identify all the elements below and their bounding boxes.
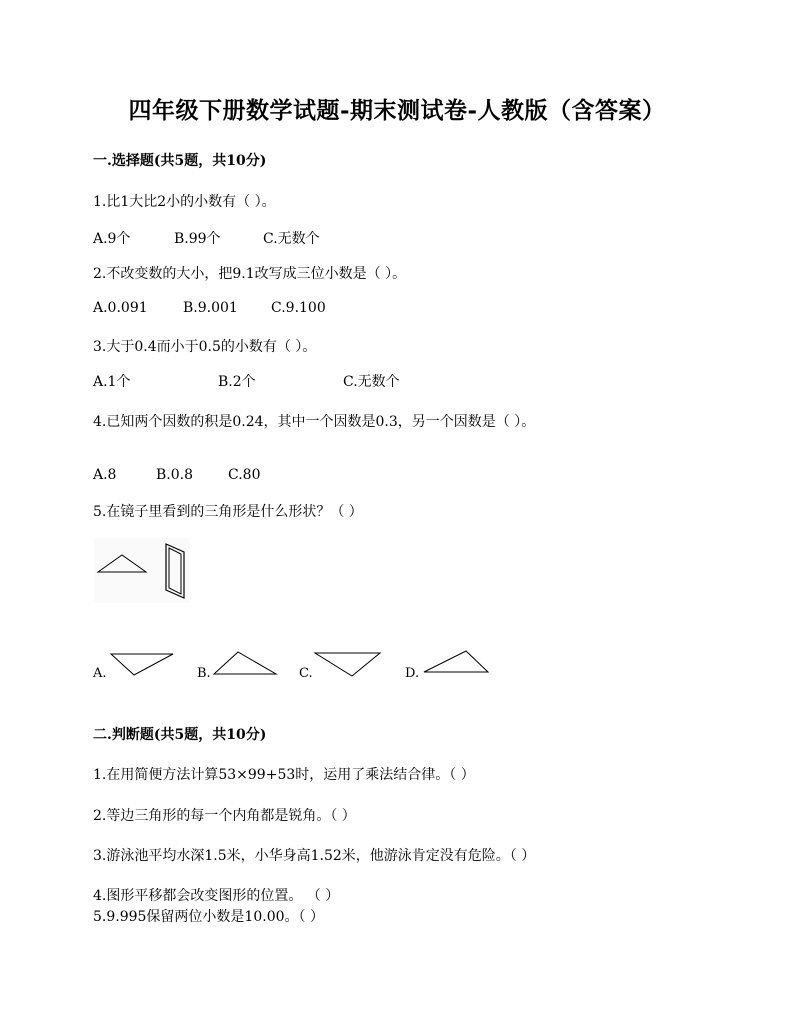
triangle-a-icon (108, 650, 178, 680)
section-heading-judgement: 二.判断题(共5题，共10分) (93, 727, 267, 743)
option-1-3-c: C.无数个 (343, 374, 400, 390)
option-1-3-a: A.1个 (93, 374, 131, 390)
option-1-1-a: A.9个 (93, 231, 131, 247)
option-1-4-a: A.8 (93, 467, 117, 483)
judgement-2: 2.等边三角形的每一个内角都是锐角。（ ） (93, 808, 356, 824)
triangle-and-mirror-icon (94, 538, 189, 603)
question-1-4: 4.已知两个因数的积是0.24，其中一个因数是0.3，另一个因数是（ ）。 (93, 414, 536, 430)
option-1-5-d: D. (405, 666, 420, 681)
option-1-5-b: B. (197, 666, 211, 681)
question-1-1: 1.比1大比2小的小数有（ ）。 (93, 194, 276, 210)
option-1-1-b: B.99个 (174, 231, 221, 247)
option-1-2-a: A.0.091 (93, 300, 148, 316)
option-1-4-c: C.80 (228, 467, 261, 483)
option-1-1-c: C.无数个 (263, 231, 320, 247)
triangle-d-icon (420, 646, 492, 678)
question-1-2: 2.不改变数的大小，把9.1改写成三位小数是（ ）。 (93, 266, 407, 282)
triangle-b-icon (210, 646, 280, 678)
mirror-figure (94, 538, 189, 603)
question-1-3: 3.大于0.4而小于0.5的小数有（ ）。 (93, 339, 317, 355)
judgement-5: 5.9.995保留两位小数是10.00。（ ） (93, 909, 324, 925)
option-1-2-c: C.9.100 (271, 300, 326, 316)
question-1-5: 5.在镜子里看到的三角形是什么形状？（ ） (93, 504, 363, 520)
option-1-5-a: A. (93, 666, 107, 681)
option-1-3-b: B.2个 (218, 374, 256, 390)
option-1-2-b: B.9.001 (183, 300, 238, 316)
option-1-5-c: C. (299, 666, 313, 681)
judgement-4: 4.图形平移都会改变图形的位置。 （ ） (93, 888, 340, 904)
section-heading-choice: 一.选择题(共5题，共10分) (93, 153, 267, 169)
judgement-3: 3.游泳池平均水深1.5米，小华身高1.52米，他游泳肯定没有危险。（ ） (93, 848, 536, 864)
judgement-1: 1.在用简便方法计算53×99+53时，运用了乘法结合律。（ ） (93, 767, 475, 783)
option-1-4-b: B.0.8 (156, 467, 194, 483)
document-title: 四年级下册数学试题-期末测试卷-人教版（含答案） (128, 97, 666, 124)
triangle-c-icon (312, 650, 384, 680)
